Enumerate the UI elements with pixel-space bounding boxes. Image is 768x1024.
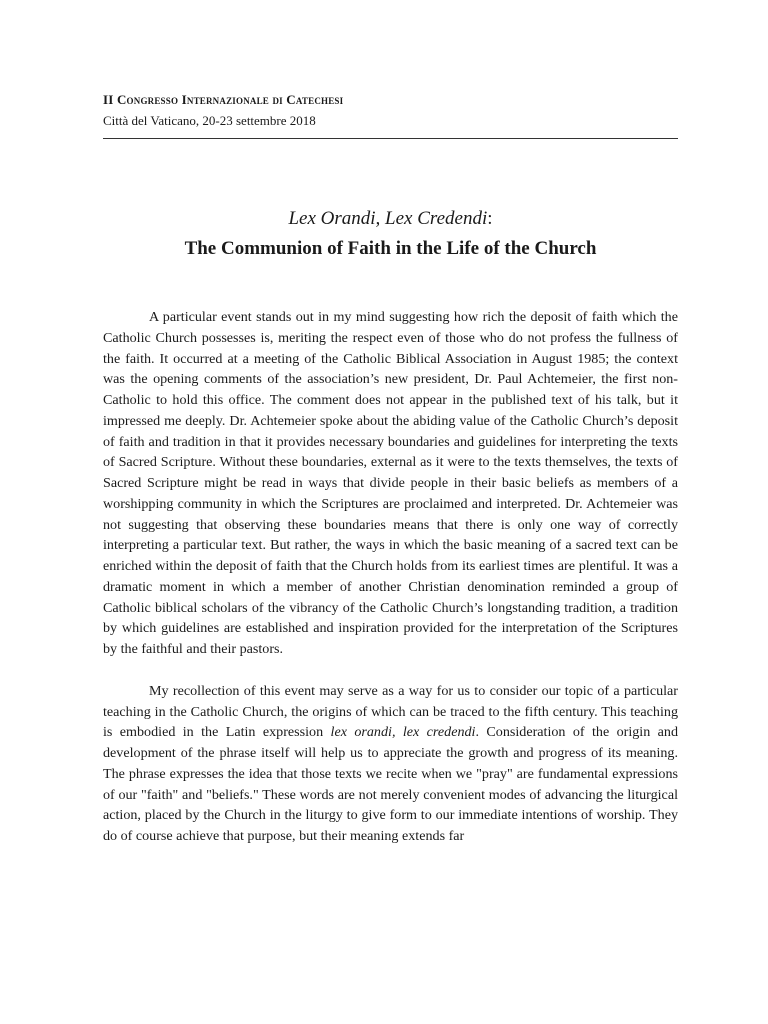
article-title	[103, 204, 678, 264]
title-line-1	[103, 204, 678, 234]
title-latin-phrase: Lex Orandi, Lex Credendi	[288, 208, 488, 229]
title-subtitle: The Communion of Faith in the Life of the Church	[184, 238, 597, 259]
paragraph-2-latin-phrase: lex orandi, lex credendi	[330, 724, 476, 741]
running-header	[103, 91, 678, 139]
conference-location-date: Città del Vaticano, 20-23 settembre 2018	[103, 113, 316, 128]
header-divider	[103, 138, 678, 139]
conference-title: II Congresso Internazionale di Catechesi	[103, 92, 344, 107]
paragraph-1: A particular event stands out in my mind suggesting how rich the deposit of faith which the Catholic Church possesses is, meriting the respect even of those who do not profess the fullness of the faith. It occurred at a meeting of the Catholic Biblical Association in August 1985; the context was the opening comments of the association’s new president, Dr. Paul Achtemeier, the first non-Catholic to hold this office. The comment does not appear in the published text of his talk, but it impressed me deeply. Dr. Achtemeier spoke about the abiding value of the Catholic Church’s deposit of faith and tradition in that it provides necessary boundaries and guidelines for interpreting the texts of Sacred Scripture. Without these boundaries, external as it were to the texts themselves, the texts of Sacred Scripture might be read in ways that divide people in their basic beliefs as members of a worshipping community in which the Scriptures are proclaimed and interpreted. Dr. Achtemeier was not suggesting that observing these boundaries means that there is only one way of correctly interpreting a particular text. But rather, the ways in which the basic meaning of a sacred text can be enriched within the deposit of faith that the Church holds from its earliest times are plentiful. It was a dramatic moment in which a member of another Christian denomination reminded a group of Catholic biblical scholars of the vibrancy of the Catholic Church’s longstanding tradition, a tradition by which guidelines are established and inspiration provided for the interpretation of the Scriptures by the faithful and their pastors.	[103, 309, 678, 657]
paragraph-2-text-before: My recollection of this event may serve as a way for us to consider our topic of a particular teaching in the Catholic Church, the origins of which can be traced to the fifth century. This teaching is embodied in the Latin expression	[103, 682, 678, 741]
paragraph-2-text-after: . Consideration of the origin and development of the phrase itself will help us to appreciate the growth and progress of its meaning. The phrase expresses the idea that those texts we recite when we "pray" are fundamental expressions of our "faith" and "beliefs." These words are not merely convenient modes of advancing the liturgical action, placed by the Church in the liturgy to give form to our immediate intentions of worship. They do of course achieve that purpose, but their meaning extends far	[103, 724, 678, 844]
paragraph-2	[103, 681, 678, 847]
title-colon: :	[487, 208, 493, 229]
article-body	[103, 307, 678, 847]
